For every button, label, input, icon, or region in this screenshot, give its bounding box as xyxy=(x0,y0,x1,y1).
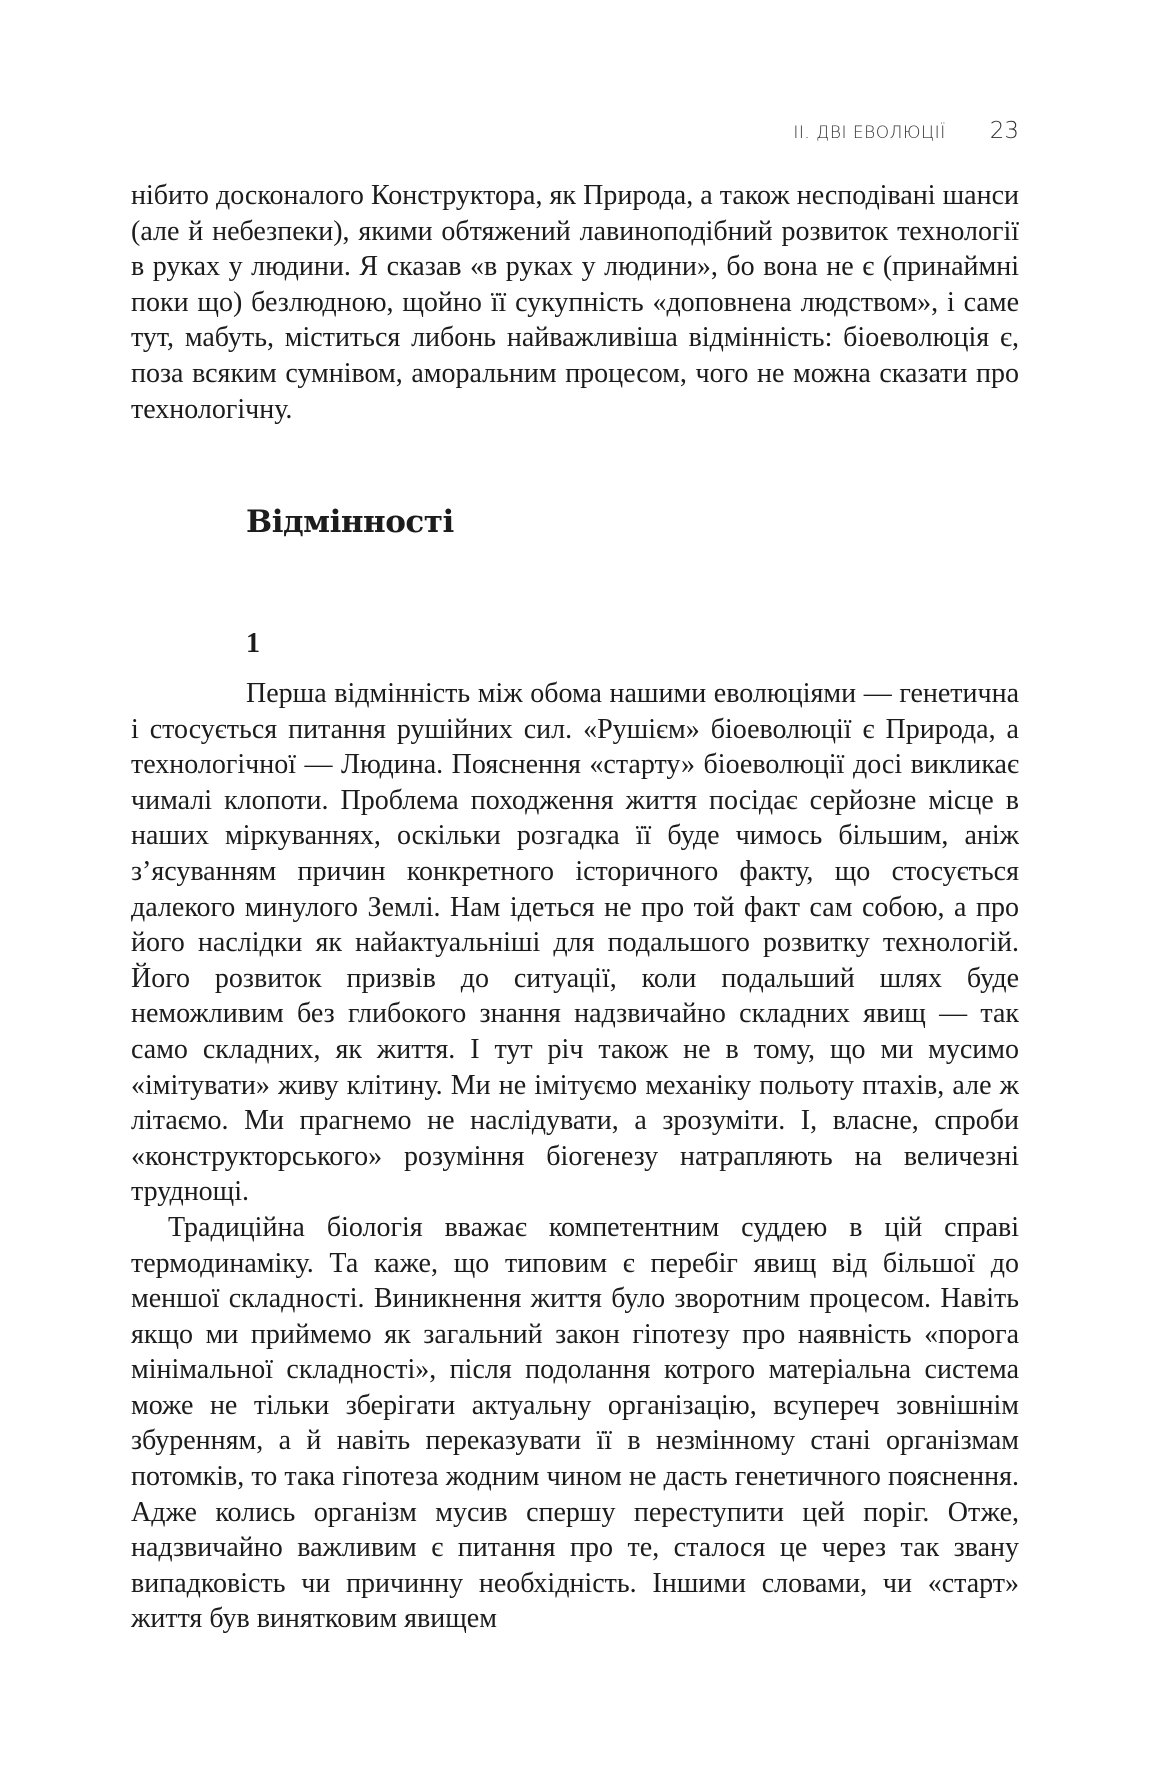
subsection-number: 1 xyxy=(246,628,260,659)
page-number: 23 xyxy=(989,118,1019,144)
running-head xyxy=(793,118,1019,144)
intro-paragraph: нібито досконалого Конструктора, як Природа, а також несподівані шанси (але й небезпеки), якими обтяжений лавиноподібний розвиток технології в руках у людини. Я сказав «в руках у людини», бо вона не є (принаймні поки що) безлюдною, щойно її сукупність «доповнена людством», і саме тут, мабуть, міститься либонь найважливіша відмінність: біоеволюція є, поза всяким сумнівом, аморальним процесом, чого не можна сказати про технологічну. xyxy=(131,180,1019,425)
paragraph: Традиційна біологія вважає компетентним суддею в цій справі термодинаміку. Та каже, що типовим є перебіг явищ від більшої до меншої складності. Виникнення життя було зворотним процесом. Навіть якщо ми приймемо як загальний закон гіпотезу про наявність «порога мінімальної складності», після подолання котрого матеріальна система може не тільки зберігати актуальну організацію, всупереч зовнішнім збуренням, а й навіть переказувати її в незмінному стані організмам потомків, то така гіпотеза жодним чином не дасть генетичного пояснення. Адже колись організм мусив спершу переступити цей поріг. Отже, надзвичайно важливим є питання про те, сталося це через так звану випадковість чи причинну необхідність. Іншими словами, чи «старт» життя був винятковим явищем xyxy=(131,1211,1019,1635)
paragraph: Перша відмінність між обома нашими еволюціями — генетична і стосується питання рушійних сил. «Рушієм» біоеволюції є Природа, а технологічної — Людина. Пояснення «старту» біоеволюції досі викликає чималі клопоти. Проблема походження життя посідає серйозне місце в наших міркуваннях, оскільки розгадка її буде чимось більшим, аніж з’ясуванням причин конкретного історичного факту, що стосується далекого минулого Землі. Нам ідеться не про той факт сам собою, а про його наслідки як найактуальніші для подальшого розвитку технологій. Його розвиток призвів до ситуації, коли подальший шлях буде неможливим без глибокого знання надзвичайно складних явищ — так само складних, як життя. І тут річ також не в тому, що ми мусимо «імітувати» живу клітину. Ми не імітуємо механіку польоту птахів, але ж літаємо. Ми прагнемо не наслідувати, а зрозуміти. І, власне, спроби «конструкторського» розуміння біогенезу натрапляють на величезні труднощі. xyxy=(131,678,1019,1208)
body-text xyxy=(131,676,1019,1637)
section-heading: Відмінності xyxy=(246,504,454,540)
running-head-section: II. ДВІ ЕВОЛЮЦІЇ xyxy=(793,123,946,143)
